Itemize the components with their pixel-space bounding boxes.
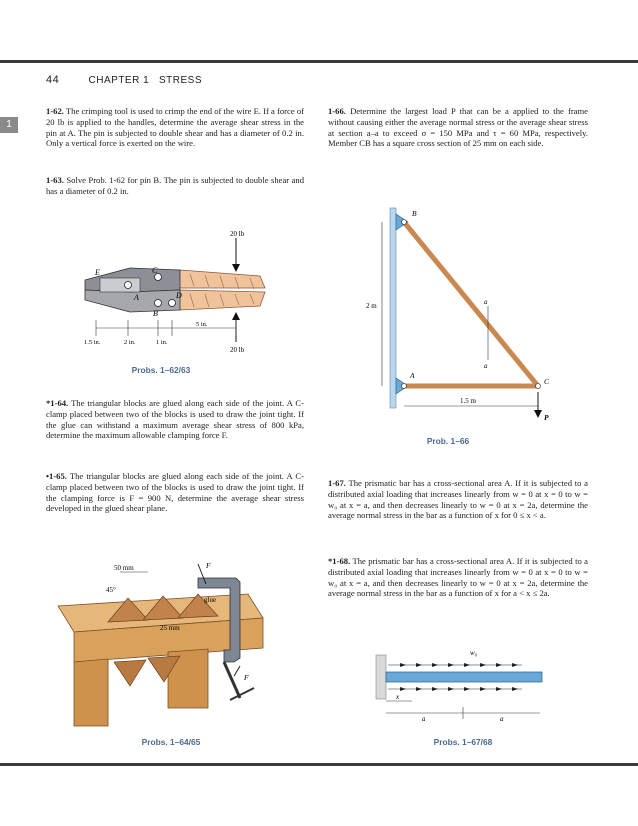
arrow-head [232,264,240,272]
problem-number: *1-68. [328,556,351,566]
wall-support [376,655,386,699]
arrow-head [534,410,542,418]
problem-number: •1-65. [46,471,67,481]
prismatic-bar-figure [372,645,552,725]
problem-1-64 [46,398,304,441]
dim-2in: 2 in. [124,339,136,346]
member-cb [404,222,538,386]
force-label-bottom: 20 lb [230,346,245,354]
top-rule [0,60,638,63]
problem-1-63 [46,175,304,197]
problem-1-62 [46,106,304,149]
lower-jaw [85,290,180,312]
caption-1-64-65: Probs. 1–64/65 [141,737,201,747]
label-a-right: a [500,715,504,723]
dim-25mm: 25 mm [160,624,180,632]
problem-text: The crimping tool is used to crimp the end of the wire E. If a force of 20 lb is applied to the handles, determine the average shear stress in the pin at A. The pin is subjected to double shear and has a diameter of 0.2 in. Only a vertical force is exerted on the wire. [46,106,304,149]
label-a-left: a [422,715,426,723]
joint-b [402,220,407,225]
dim-5in: 5 in. [196,321,208,328]
problem-1-67 [328,478,588,521]
problem-1-65 [46,471,304,514]
label-a: A [410,371,415,380]
upper-handle [178,270,265,288]
chapter-label: CHAPTER 1 [88,75,150,86]
section-label: STRESS [159,75,203,86]
label-f-top: F [206,561,211,570]
problem-number: 1-62. [46,106,64,116]
problem-number: *1-64. [46,398,69,408]
pin-a [125,282,132,289]
block-leg-left [74,659,108,726]
problem-text: The triangular blocks are glued along each side of the joint. A C-clamp placed between two of the blocks is used to draw the joint tight. If the clamping force is F = 900 N, determine the average shear stress developed in the glued shear plane. [46,471,304,514]
lower-handle [178,290,265,310]
running-header [46,74,202,86]
frame-figure [360,200,590,430]
dim-2m: 2 m [366,302,377,310]
dim-1-5in: 1.5 in. [84,339,101,346]
chapter-tab: 1 [0,117,18,133]
label-c: C [152,266,158,275]
prismatic-bar [386,672,542,682]
pin-d [169,300,176,307]
clamp-handle [230,688,254,700]
link-plate [100,278,140,292]
dim-1in: 1 in. [156,339,168,346]
caption-1-66: Prob. 1–66 [426,436,470,446]
arrow-head [232,312,240,320]
label-b: B [153,309,158,318]
label-f-bottom: F [244,673,249,682]
crimping-tool-figure [60,228,310,358]
pin-b [155,300,162,307]
label-b: B [412,209,417,218]
label-a: A [134,293,139,302]
caption-1-62-63: Probs. 1–62/63 [131,365,191,375]
force-label-top: 20 lb [230,230,245,238]
angle-45: 45° [106,586,116,594]
problem-text: The triangular blocks are glued along each side of the joint. A C-clamp placed between two of the blocks is used to draw the joint tight. If the glue can withstand a maximum average shear stress of 800 kPa, determine the maximum allowable clamping force F. [46,398,304,441]
label-a-section-bottom: a [484,362,488,370]
glued-blocks-figure [48,558,288,728]
label-a-section-top: a [484,298,488,306]
label-w0: w₀ [470,649,478,657]
triangular-block [114,660,146,686]
label-e: E [95,268,100,277]
problem-number: 1-63. [46,175,64,185]
bottom-rule [0,763,638,766]
dim-50mm: 50 mm [114,564,134,572]
problem-text: The prismatic bar has a cross-sectional area A. If it is subjected to a distributed axial loading that increases linearly from w = 0 at x = 0 to w = w₀ at x = a, and then decreases linearly to w = 0 at x = 2a, determine the average normal stress in the bar as a function of x for 0 ≤ x < a. [328,478,588,521]
label-x: x [396,693,400,701]
problem-1-66 [328,106,588,149]
problem-1-68 [328,556,588,599]
dim-1-5m: 1.5 m [460,397,476,405]
joint-a [402,384,407,389]
problem-text: Determine the largest load P that can be a applied to the frame without causing either the average normal stress or the average shear stress at section a–a to exceed σ = 150 MPa and τ = 60 MPa, respectively. Member CB has a square cross section of 25 mm on each side. [328,106,589,149]
wall [390,208,396,408]
clamp-screw [224,662,240,698]
problem-number: 1-66. [328,106,346,116]
label-d: D [176,291,182,300]
label-p: P [544,413,549,422]
page-number: 44 [46,74,60,86]
force-arrow-bottom [234,666,240,676]
glue-label: glue [204,596,217,604]
problem-text: The prismatic bar has a cross-sectional area A. If it is subjected to a distributed axial loading that increases linearly from w = 0 at x = 0 to w = w₀ at x = a, and then decreases linearly to w = 0 at x = 2a, determine the average normal stress in the bar as a function of x for a < x ≤ 2a. [328,556,589,599]
label-c: C [544,377,550,386]
problem-number: 1-67. [328,478,346,488]
joint-c [536,384,541,389]
caption-1-67-68: Probs. 1–67/68 [433,737,493,747]
problem-text: Solve Prob. 1-62 for pin B. The pin is subjected to double shear and has a diameter of 0.2 in. [46,175,304,196]
